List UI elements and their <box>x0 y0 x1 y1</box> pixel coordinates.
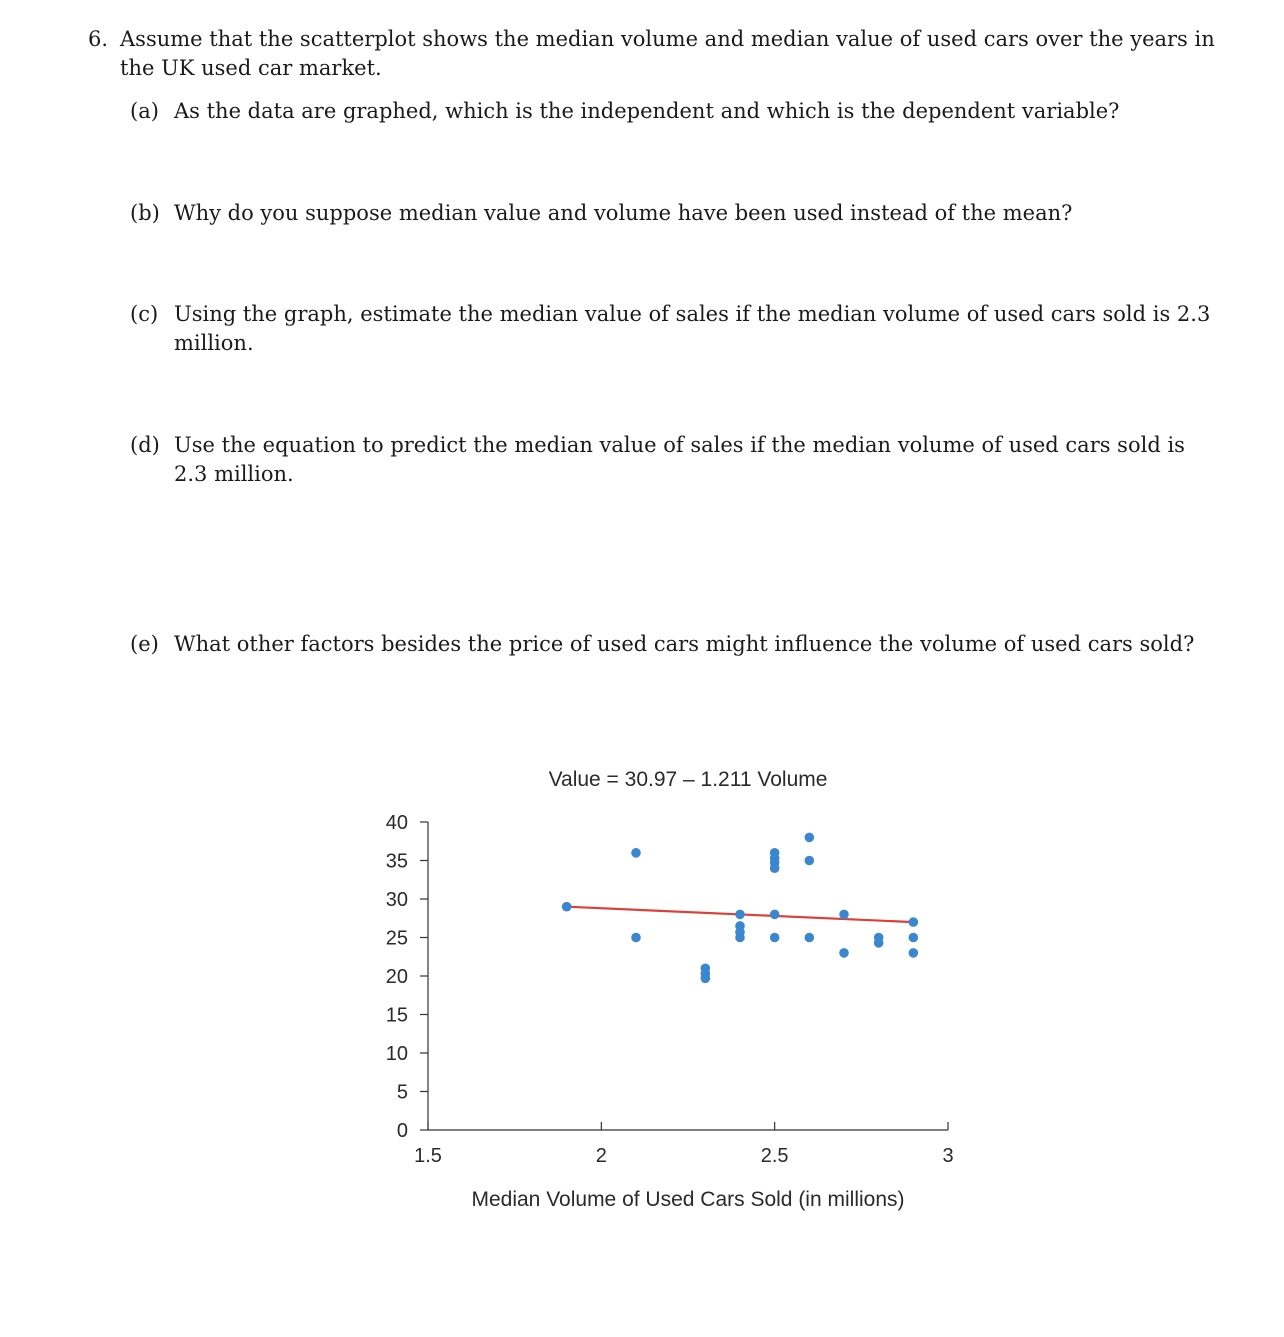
y-ticks <box>386 812 428 1142</box>
chart-title: Value = 30.97 – 1.211 Volume <box>548 768 828 791</box>
data-point <box>770 933 780 943</box>
data-point <box>909 948 919 958</box>
data-point <box>631 933 641 943</box>
data-point <box>701 974 711 984</box>
data-point <box>839 948 849 958</box>
data-point <box>909 917 919 927</box>
data-point <box>562 902 572 912</box>
x-tick-label: 1.5 <box>414 1145 442 1167</box>
data-point <box>770 863 780 873</box>
y-tick-label: 5 <box>396 1081 408 1104</box>
data-point <box>770 910 780 920</box>
x-ticks <box>414 1122 953 1167</box>
part-a-label: (a) <box>130 99 159 123</box>
part-a-text: As the data are graphed, which is the independent and which is the dependent variable? <box>174 99 1120 123</box>
data-point <box>805 833 815 843</box>
data-point <box>631 848 641 858</box>
data-point <box>735 933 745 943</box>
x-tick-label: 2 <box>595 1145 607 1167</box>
part-e-text: What other factors besides the price of used cars might influence the volume of used cars sold? <box>174 632 1195 656</box>
y-tick-label: 35 <box>385 850 408 873</box>
question-stem: Assume that the scatterplot shows the median volume and median value of used cars over the years in the UK used car market. <box>120 27 1215 80</box>
part-b-label: (b) <box>130 201 160 225</box>
data-point <box>909 933 919 943</box>
part-b-text: Why do you suppose median value and volume have been used instead of the mean? <box>174 201 1073 225</box>
y-tick-label: 20 <box>385 966 408 988</box>
y-tick-label: 30 <box>385 889 408 911</box>
x-tick-label: 2.5 <box>760 1145 789 1167</box>
y-tick-label: 0 <box>396 1120 408 1142</box>
x-axis-label: Median Volume of Used Cars Sold (in millions) <box>471 1188 905 1211</box>
data-point <box>839 910 849 920</box>
part-d-label: (d) <box>130 433 160 457</box>
y-tick-label: 40 <box>385 812 408 834</box>
y-tick-label: 15 <box>385 1004 408 1027</box>
y-tick-label: 10 <box>385 1043 408 1065</box>
question-number: 6. <box>88 27 109 51</box>
scatterplot <box>0 740 1284 1240</box>
part-d-text: Use the equation to predict the median value of sales if the median volume of used cars sold is 2.3 million. <box>174 433 1185 486</box>
x-tick-label: 3 <box>942 1145 954 1167</box>
data-point <box>805 933 815 943</box>
y-tick-label: 25 <box>385 927 408 950</box>
part-e-label: (e) <box>130 632 159 656</box>
data-point <box>735 910 745 920</box>
part-c-label: (c) <box>130 302 159 326</box>
data-point <box>805 856 815 866</box>
data-point <box>874 938 884 948</box>
part-c-text: Using the graph, estimate the median value of sales if the median volume of used cars sold is 2.3 million. <box>174 302 1211 355</box>
